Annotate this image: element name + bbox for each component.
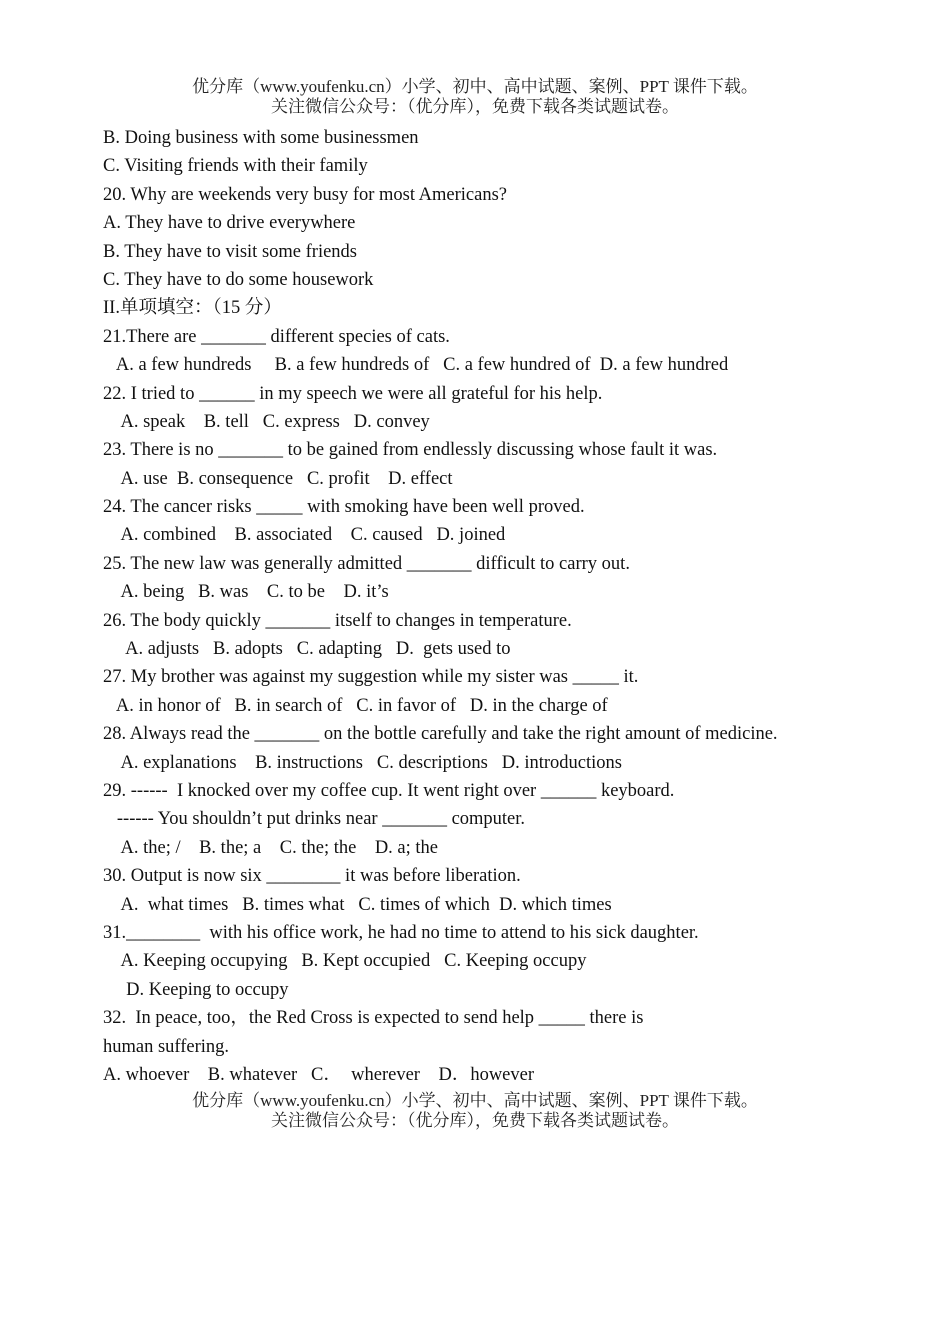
- question-26: 26. The body quickly _______ itself to changes in temperature.: [103, 610, 572, 631]
- answer-option: C. Visiting friends with their family: [103, 156, 368, 177]
- question-28: 28. Always read the _______ on the bottle carefully and take the right amount of medicine.: [103, 724, 778, 745]
- question-25: 25. The new law was generally admitted _______ difficult to carry out.: [103, 553, 630, 574]
- page-header: [0, 77, 950, 117]
- question-30-options: A. what times B. times what C. times of which D. which times: [103, 894, 612, 915]
- answer-option: B. Doing business with some businessmen: [103, 128, 419, 148]
- question-29: 29. ------ I knocked over my coffee cup. It went right over ______ keyboard.: [103, 780, 675, 801]
- question-25-options: A. being B. was C. to be D. it’s: [103, 582, 389, 603]
- question-24: 24. The cancer risks _____ with smoking have been well proved.: [103, 497, 585, 518]
- question-31: 31.________ with his office work, he had no time to attend to his sick daughter.: [103, 922, 699, 943]
- question-20: 20. Why are weekends very busy for most Americans?: [103, 184, 507, 205]
- question-32: 32. In peace, too，the Red Cross is expected to send help _____ there is: [103, 1008, 644, 1029]
- question-31-options: A. Keeping occupying B. Kept occupied C. Keeping occupy: [103, 951, 587, 972]
- question-21-options: A. a few hundreds B. a few hundreds of C. a few hundred of D. a few hundred: [103, 355, 729, 376]
- exam-content: [103, 124, 903, 1089]
- header-line-2: 关注微信公众号：（优分库），免费下载各类试题试卷。: [271, 97, 679, 116]
- question-29-options: A. the; / B. the; a C. the; the D. a; the: [103, 837, 439, 858]
- question-32-cont: human suffering.: [103, 1036, 230, 1057]
- answer-option: A. They have to drive everywhere: [103, 213, 356, 234]
- footer-line-1: 优分库（www.youfenku.cn）小学、初中、高中试题、案例、PPT 课件下载。: [192, 1091, 758, 1110]
- question-23-options: A. use B. consequence C. profit D. effect: [103, 468, 453, 489]
- question-22-options: A. speak B. tell C. express D. convey: [103, 411, 430, 432]
- question-28-options: A. explanations B. instructions C. descriptions D. introductions: [103, 752, 622, 773]
- question-27: 27. My brother was against my suggestion while my sister was _____ it.: [103, 667, 639, 688]
- section-heading: II.单项填空：（15 分）: [103, 298, 282, 319]
- header-line-1: 优分库（www.youfenku.cn）小学、初中、高中试题、案例、PPT 课件下载。: [192, 77, 758, 96]
- question-31-options-cont: D. Keeping to occupy: [103, 979, 289, 1000]
- question-23: 23. There is no _______ to be gained from endlessly discussing whose fault it was.: [103, 440, 718, 461]
- question-29-reply: ------ You shouldn’t put drinks near _______ computer.: [103, 809, 526, 830]
- question-24-options: A. combined B. associated C. caused D. joined: [103, 525, 506, 546]
- answer-option: C. They have to do some housework: [103, 269, 374, 290]
- question-26-options: A. adjusts B. adopts C. adapting D. gets used to: [103, 639, 511, 660]
- page-footer: [0, 1091, 950, 1131]
- question-22: 22. I tried to ______ in my speech we were all grateful for his help.: [103, 383, 603, 404]
- question-30: 30. Output is now six ________ it was before liberation.: [103, 866, 521, 887]
- answer-option: B. They have to visit some friends: [103, 241, 357, 262]
- question-32-options: A. whoever B. whatever C． wherever D．however: [103, 1064, 535, 1085]
- footer-line-2: 关注微信公众号：（优分库），免费下载各类试题试卷。: [271, 1111, 679, 1130]
- question-27-options: A. in honor of B. in search of C. in favor of D. in the charge of: [103, 695, 608, 716]
- question-21: 21.There are _______ different species of cats.: [103, 326, 450, 347]
